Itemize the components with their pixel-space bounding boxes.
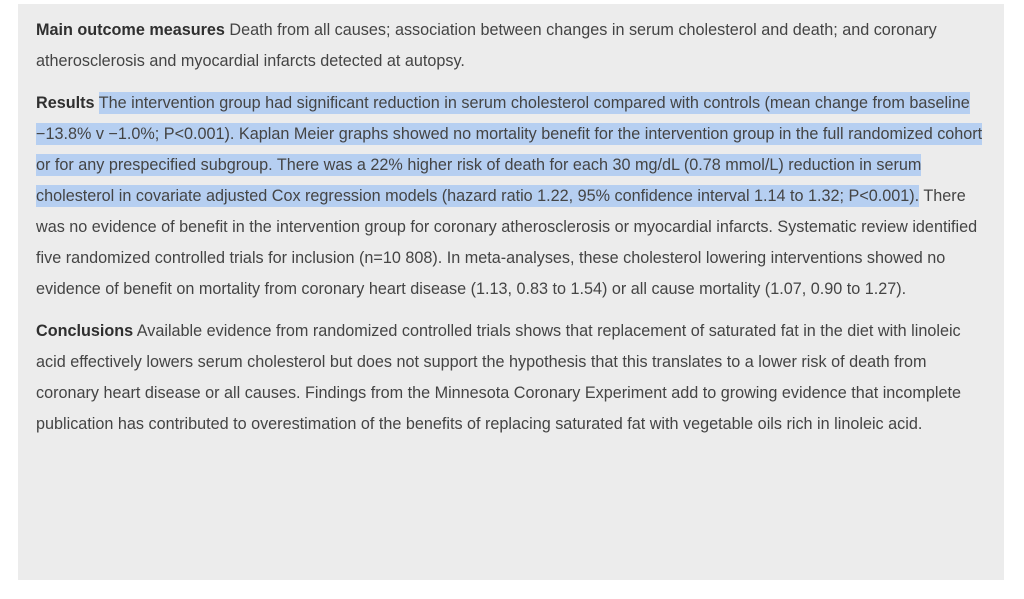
outcome-text[interactable]: Death from all causes; association between changes in serum cholesterol and death; and coronary atherosclerosis and myocardial infarcts detected at autopsy. [36,21,937,70]
results-paragraph [36,88,986,305]
outcome-heading: Main outcome measures [36,21,225,39]
abstract-panel [18,4,1004,580]
conclusions-heading: Conclusions [36,322,134,340]
outcome-paragraph [36,15,986,77]
conclusions-text[interactable]: Available evidence from randomized controlled trials shows that replacement of saturated fat in the diet with linoleic acid effectively lowers serum cholesterol but does not support the hypothesis that this translates to a lower risk of death from coronary heart disease or all causes. Findings from the Minnesota Coronary Experiment add to growing evidence that incomplete publication has contributed to overestimation of the benefits of replacing saturated fat with vegetable oils rich in linoleic acid. [36,322,961,433]
conclusions-paragraph [36,316,986,440]
results-highlighted-text[interactable]: The intervention group had significant reduction in serum cholesterol compared with controls (mean change from baseline −13.8% v −1.0%; P<0.001). Kaplan Meier graphs showed no mortality benefit for the intervention group in the full randomized cohort or for any prespecified subgroup. There was a 22% higher risk of death for each 30 mg/dL (0.78 mmol/L) reduction in serum cholesterol in covariate adjusted Cox regression models (hazard ratio 1.22, 95% confidence interval 1.14 to 1.32; P<0.001). [36,94,983,205]
results-heading: Results [36,94,95,112]
results-text[interactable]: There was no evidence of benefit in the intervention group for coronary atherosclerosis or myocardial infarcts. Systematic review identified five randomized controlled trials for inclusion (n=10 808). In meta-analyses, these cholesterol lowering interventions showed no evidence of benefit on mortality from coronary heart disease (1.13, 0.83 to 1.54) or all cause mortality (1.07, 0.90 to 1.27). [36,187,978,298]
